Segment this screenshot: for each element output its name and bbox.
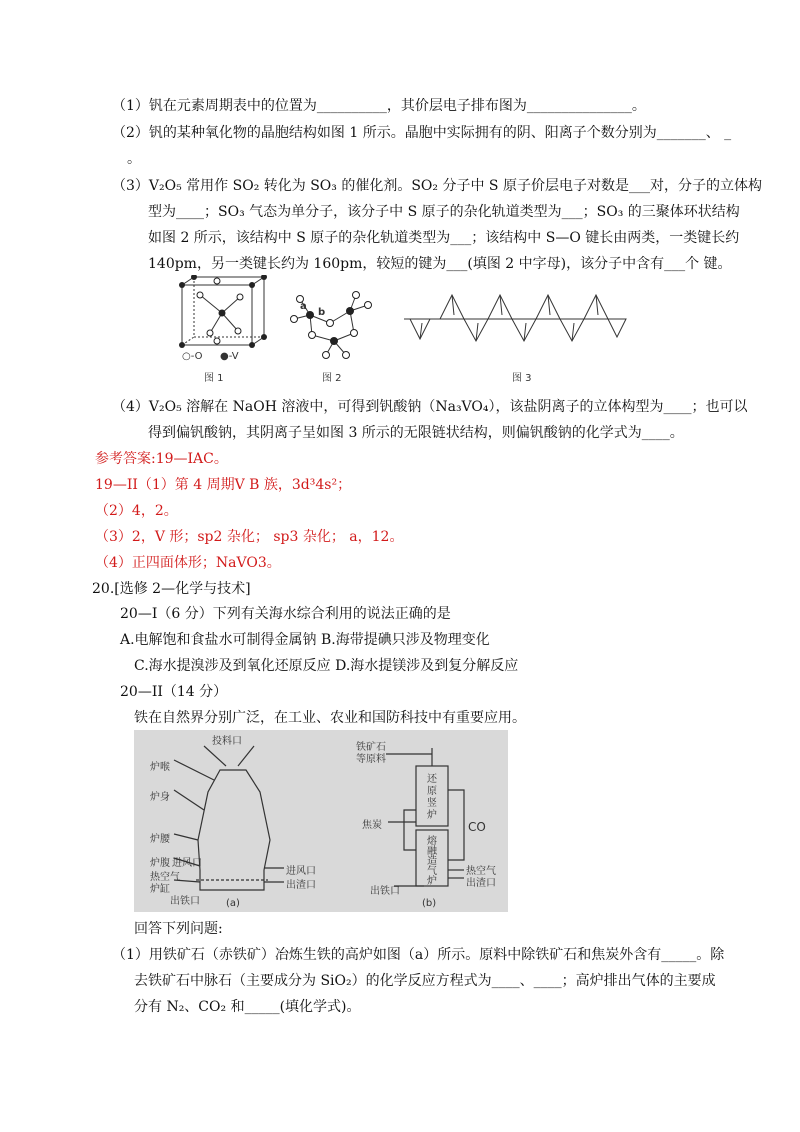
diagram-reduce-4: 炉 [427,810,437,821]
q20-answer-prompt: 回答下列问题: [134,921,223,937]
diagram-label-hot-air: 热空气 [466,866,496,877]
diagram-label-slag-out: 出渣口 [466,878,496,889]
q20-ii-intro: 铁在自然界分别广泛，在工业、农业和国防科技中有重要应用。 [134,710,526,726]
diagram-label-coke: 焦炭 [362,820,382,831]
furnace-caption-b: (b) [422,898,437,909]
figure-blast-furnace [134,730,508,912]
q20-ii-part1-line2: 去铁矿石中脉石（主要成分为 SiO₂）的化学反应方程式为____、____；高炉排出气体的主要成 [134,973,716,989]
furnace-label-tuyere: 进风口 [172,858,202,869]
furnace-label-iron-out: 出铁口 [170,896,200,907]
fig2-caption: 图 2 [322,373,342,384]
fig1-legend-vanadium: ●-V [220,351,239,362]
diagram-label-ore-raw: 等原料 [356,754,386,765]
q20-title: 20.[选修 2—化学与技术] [92,581,251,597]
diagram-melt-1: 熔 [427,836,437,847]
q19-part3-line1: （3）V₂O₅ 常用作 SO₂ 转化为 SO₃ 的催化剂。SO₂ 分子中 S 原子价层电子对数是___对，分子的立体构 [112,178,762,194]
answer-19-i: 参考答案:19—IAC。 [95,451,228,467]
figure-1-crystal-cell [170,275,270,385]
answer-19-ii-4: （4）正四面体形；NaVO3。 [95,555,281,571]
answer-19-ii-2: （2）4，2。 [95,503,178,519]
q19-part3-line3: 如图 2 所示，该结构中 S 原子的杂化轨道类型为___；该结构中 S—O 键长由两类，一类键长约 [148,230,740,246]
furnace-label-hearth: 炉缸 [150,884,170,895]
q19-part4-line2: 得到偏钒酸钠，其阴离子呈如图 3 所示的无限链状结构，则偏钒酸钠的化学式为____。 [148,425,684,441]
furnace-caption-a: (a) [226,898,240,909]
fig2-bond-a: a [300,301,307,312]
diagram-melt-2: 融 [427,846,437,857]
diagram-reduce-2: 原 [427,786,437,797]
fig1-caption: 图 1 [204,373,224,384]
furnace-label-hot-air: 热空气 [150,872,180,883]
q20-i-question: 20—I（6 分）下列有关海水综合利用的说法正确的是 [120,606,451,622]
furnace-label-throat: 炉喉 [150,762,170,773]
q19-part2-end: 。 [127,151,141,167]
q20-ii-heading: 20—II（14 分） [120,684,228,700]
diagram-melt-4: 气 [427,866,437,877]
q20-i-options-cd: C.海水提溴涉及到氧化还原反应 D.海水提镁涉及到复分解反应 [134,658,519,674]
diagram-melt-5: 炉 [427,876,437,887]
furnace-label-waist: 炉腰 [150,834,170,845]
q19-part4-line1: （4）V₂O₅ 溶解在 NaOH 溶液中，可得到钒酸钠（Na₃VO₄），该盐阴离子的立体构型为____；也可以 [112,399,748,415]
diagram-label-co: CO [468,820,486,834]
answer-19-ii-3: （3）2，V 形；sp2 杂化； sp3 杂化； a，12。 [95,529,404,545]
fig2-bond-b: b [318,307,326,318]
diagram-label-iron-out: 出铁口 [370,886,400,897]
furnace-label-body: 炉身 [150,792,170,803]
diagram-melt-3: 造 [427,856,437,867]
q19-part3-line2: 型为____；SO₃ 气态为单分子，该分子中 S 原子的杂化轨道类型为___；SO₃ 的三聚体环状结构 [148,204,740,220]
q20-i-options-ab: A.电解饱和食盐水可制得金属钠 B.海带提碘只涉及物理变化 [120,632,490,648]
figure-3-tetrahedral-chain [400,285,630,385]
diagram-reduce-3: 竖 [427,798,437,809]
diagram-reduce-1: 还 [427,774,437,785]
q20-ii-part1-line1: （1）用铁矿石（赤铁矿）冶炼生铁的高炉如图（a）所示。原料中除铁矿石和焦炭外含有_____。除 [112,947,725,963]
fig1-legend-oxygen: ○-O [182,351,203,362]
diagram-label-ore: 铁矿石 [356,742,386,753]
furnace-label-tuyere-right: 进风口 [286,866,316,877]
fig3-caption: 图 3 [512,373,532,384]
q20-ii-part1-line3: 分有 N₂、CO₂ 和_____(填化学式)。 [134,999,361,1015]
q19-part3-line4: 140pm，另一类键长约为 160pm，较短的键为___(填图 2 中字母)，该分子中含有___个 键。 [148,256,732,272]
furnace-label-slag-out: 出渣口 [286,880,316,891]
q19-part2: （2）钒的某种氧化物的晶胞结构如图 1 所示。晶胞中实际拥有的阴、阳离子个数分别为_______、 _ [112,125,732,141]
answer-19-ii-1: 19—II（1）第 4 周期Ⅴ B 族，3d³4s²； [95,477,352,493]
figure-2-so3-trimer [282,285,382,385]
q19-part1: （1）钒在元素周期表中的位置为__________，其价层电子排布图为_______________。 [112,98,646,114]
furnace-label-belly: 炉腹 [150,858,170,869]
furnace-label-inlet: 投料口 [212,736,242,747]
